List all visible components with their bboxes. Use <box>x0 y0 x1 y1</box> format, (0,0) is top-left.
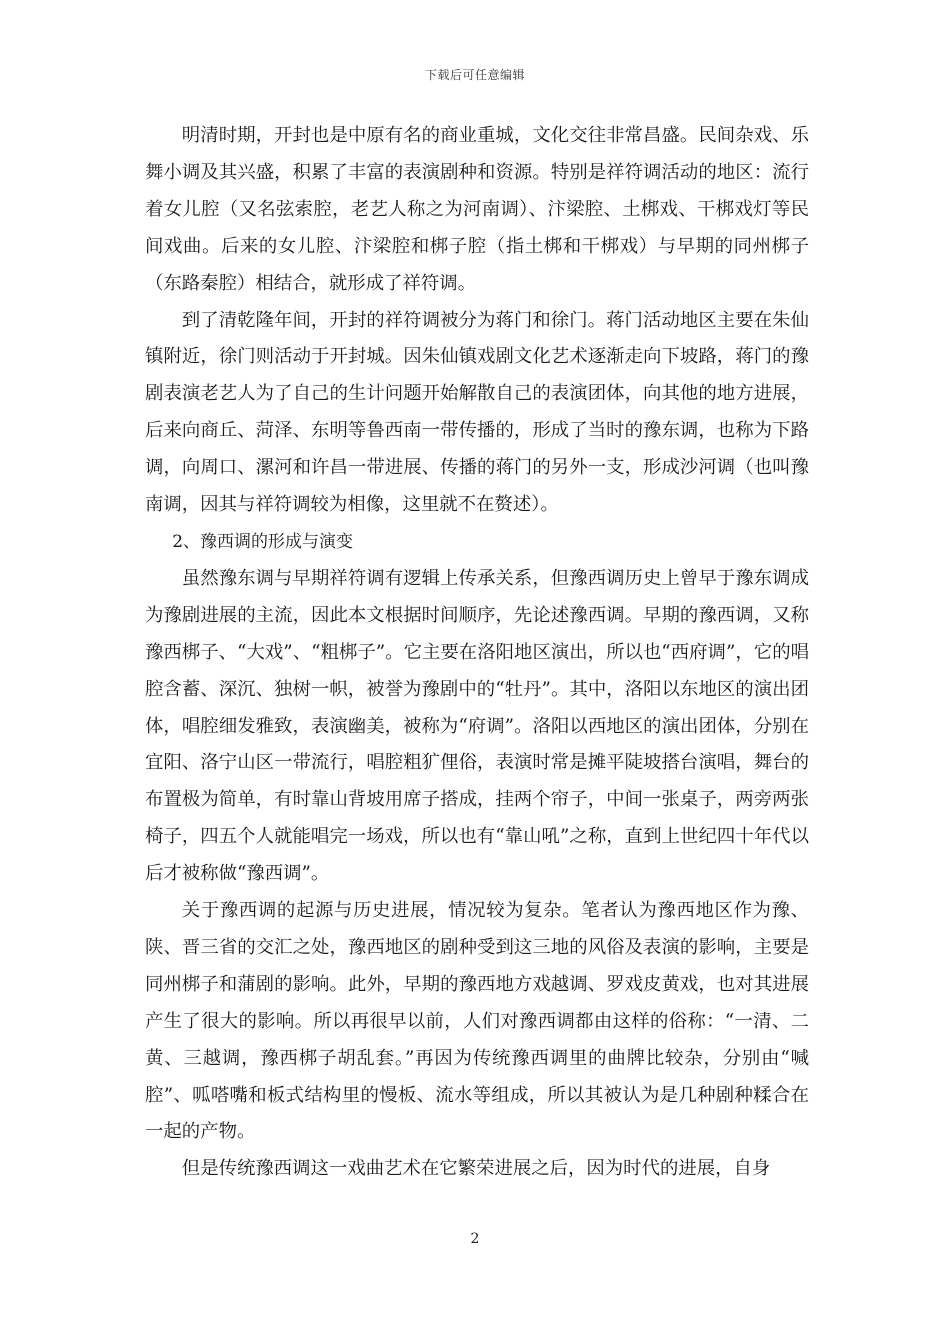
paragraph: 虽然豫东调与早期祥符调有逻辑上传承关系，但豫西调历史上曾早于豫东调成为豫剧进展的主流，因此本文根据时间顺序，先论述豫西调。早期的豫西调，又称豫西梆子、“大戏”、“粗梆子”。它主要在洛阳地区演出，所以也“西府调”，它的唱腔含蓄、深沉、独树一帜，被誉为豫剧中的“牡丹”。其中，洛阳以东地区的演出团体，唱腔细发雅致，表演幽美，被称为“府调”。洛阳以西地区的演出团体，分别在宜阳、洛宁山区一带流行，唱腔粗犷俚俗，表演时常是摊平陡坡搭台演唱，舞台的布置极为简单，有时靠山背坡用席子搭成，挂两个帘子，中间一张桌子，两旁两张椅子，四五个人就能唱完一场戏，所以也有“靠山吼”之称，直到上世纪四十年代以后才被称做“豫西调”。 <box>145 567 809 885</box>
paragraph: 到了清乾隆年间，开封的祥符调被分为蒋门和徐门。蒋门活动地区主要在朱仙镇附近，徐门则活动于开封城。因朱仙镇戏剧文化艺术逐渐走向下坡路，蒋门的豫剧表演老艺人为了自己的生计问题开始解散自己的表演团体，向其他的地方进展，后来向商丘、菏泽、东明等鲁西南一带传播的，形成了当时的豫东调，也称为下路调，向周口、漯河和许昌一带进展、传播的蒋门的另外一支，形成沙河调（也叫豫南调，因其与祥符调较为相像，这里就不在赘述）。 <box>145 309 809 516</box>
paragraph: 明清时期，开封也是中原有名的商业重城，文化交往非常昌盛。民间杂戏、乐舞小调及其兴盛，积累了丰富的表演剧种和资源。特别是祥符调活动的地区：流行着女儿腔（又名弦索腔，老艺人称之为河南调）、汴梁腔、土梆戏、干梆戏灯等民间戏曲。后来的女儿腔、汴梁腔和梆子腔（指土梆和干梆戏）与早期的同州梆子（东路秦腔）相结合，就形成了祥符调。 <box>145 125 809 294</box>
body-text <box>145 118 809 1188</box>
section-heading: 2、豫西调的形成与演变 <box>172 531 354 552</box>
page-number: 2 <box>470 1231 480 1247</box>
page-header: 下载后可任意编辑 <box>424 68 525 82</box>
paragraph: 关于豫西调的起源与历史进展，情况较为复杂。笔者认为豫西地区作为豫、陕、晋三省的交汇之处，豫西地区的剧种受到这三地的风俗及表演的影响，主要是同州梆子和蒲剧的影响。此外，早期的豫西地方戏越调、罗戏皮黄戏，也对其进展产生了很大的影响。所以再很早以前，人们对豫西调都由这样的俗称：“一清、二黄、三越调，豫西梆子胡乱套。”再因为传统豫西调里的曲牌比较杂，分别由“喊腔”、呱嗒嘴和板式结构里的慢板、流水等组成，所以其被认为是几种剧种糅合在一起的产物。 <box>145 900 809 1143</box>
paragraph: 但是传统豫西调这一戏曲艺术在它繁荣进展之后，因为时代的进展，自身 <box>181 1158 771 1180</box>
